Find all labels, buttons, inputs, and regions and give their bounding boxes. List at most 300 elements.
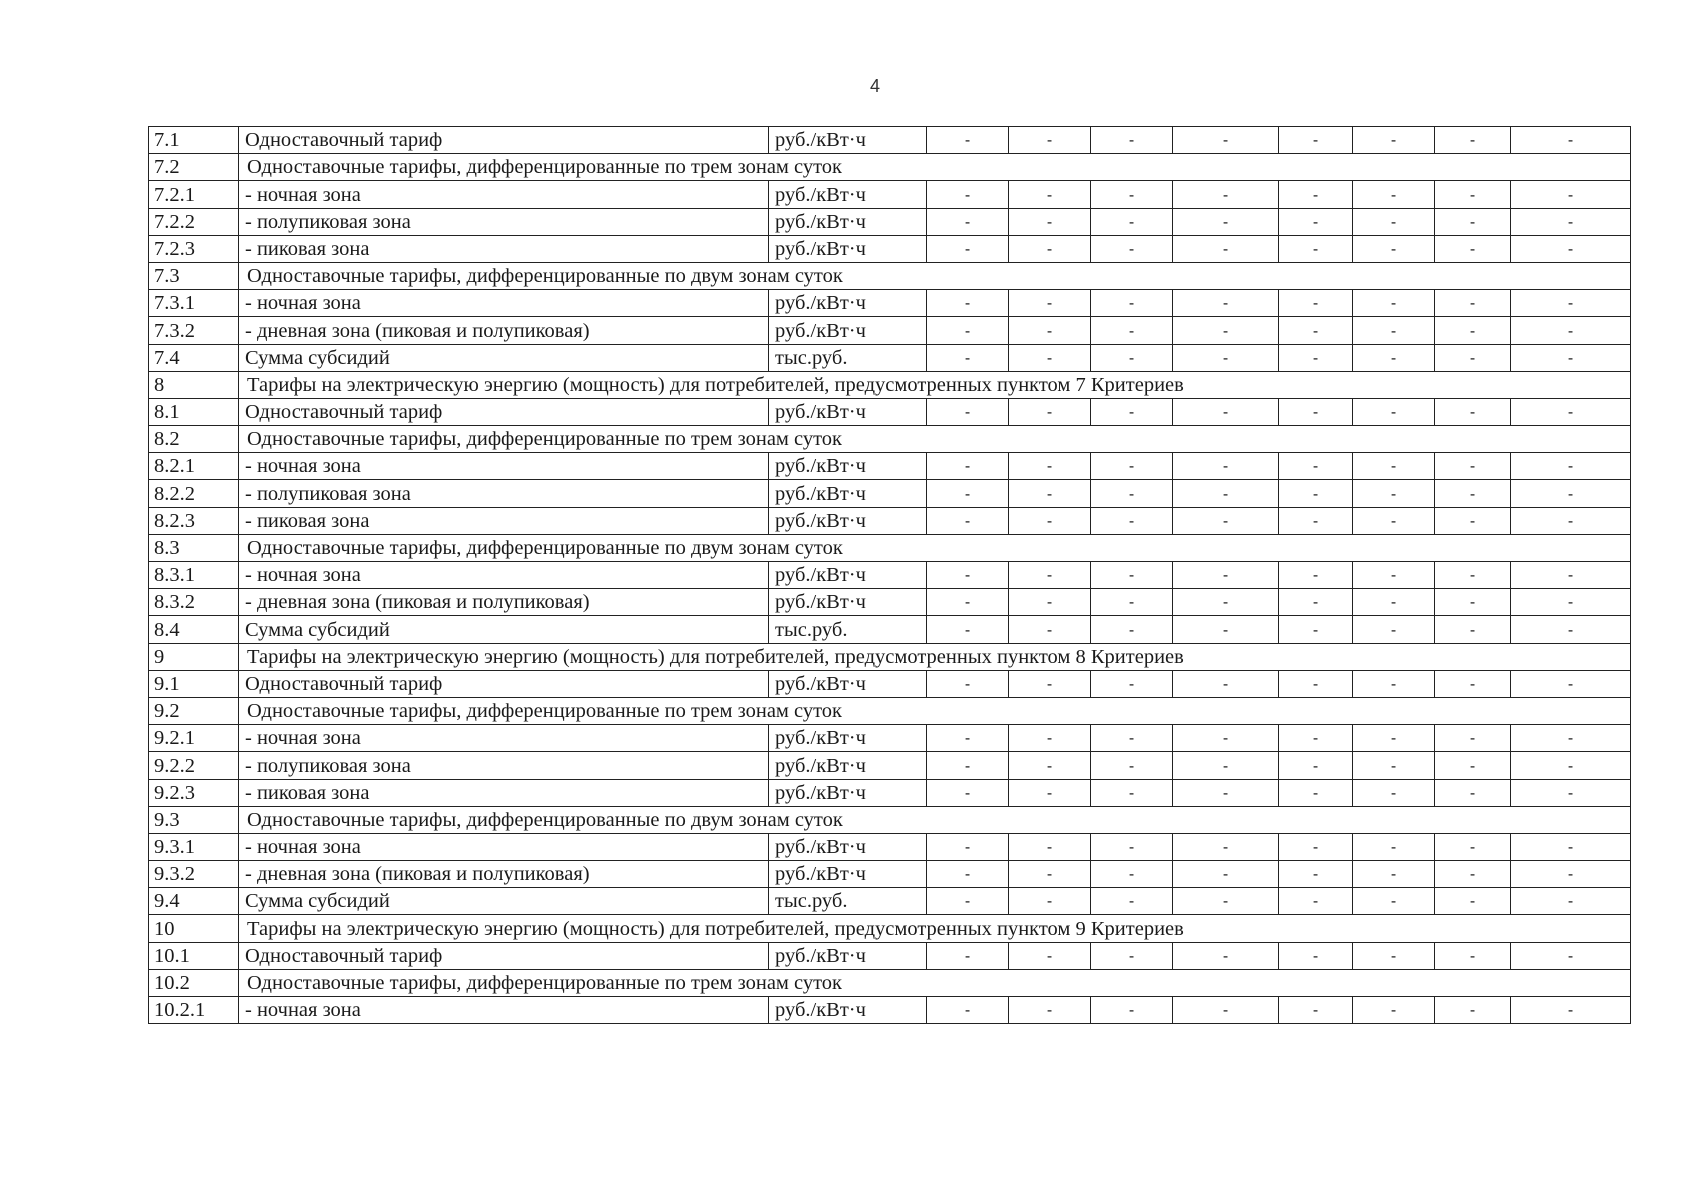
value-cell: - [927,181,1009,208]
row-number: 7.2 [149,154,239,181]
value-cell: - [1435,290,1511,317]
row-number: 8.3 [149,534,239,561]
value-cell: - [1279,589,1353,616]
value-cell: - [1353,779,1435,806]
value-cell: - [1009,480,1091,507]
row-name: - ночная зона [239,997,769,1024]
value-cell: - [1009,398,1091,425]
value-cell: - [1009,888,1091,915]
table-row [149,725,1631,752]
value-cell: - [1511,127,1631,154]
value-cell: - [927,235,1009,262]
value-cell: - [1091,562,1173,589]
value-cell: - [1279,344,1353,371]
value-cell: - [1009,942,1091,969]
value-cell: - [1279,398,1353,425]
value-cell: - [1009,616,1091,643]
value-cell: - [1435,127,1511,154]
value-cell: - [1353,398,1435,425]
value-cell: - [1173,752,1279,779]
table-row [149,317,1631,344]
value-cell: - [1435,833,1511,860]
row-number: 9.2.3 [149,779,239,806]
section-title: Одноставочные тарифы, дифференцированные по двум зонам суток [239,262,1631,289]
row-number: 10.1 [149,942,239,969]
section-row [149,262,1631,289]
value-cell: - [1511,235,1631,262]
section-title: Одноставочные тарифы, дифференцированные по двум зонам суток [239,806,1631,833]
value-cell: - [1435,725,1511,752]
section-row [149,643,1631,670]
table-row [149,752,1631,779]
value-cell: - [1173,589,1279,616]
table-row [149,942,1631,969]
row-number: 8.3.2 [149,589,239,616]
value-cell: - [1009,453,1091,480]
value-cell: - [1279,235,1353,262]
value-cell: - [927,398,1009,425]
section-title: Одноставочные тарифы, дифференцированные по двум зонам суток [239,534,1631,561]
section-row [149,534,1631,561]
value-cell: - [1173,235,1279,262]
row-number: 8.2.2 [149,480,239,507]
value-cell: - [1435,752,1511,779]
value-cell: - [927,725,1009,752]
section-title: Тарифы на электрическую энергию (мощность) для потребителей, предусмотренных пунктом 7 Критериев [239,371,1631,398]
row-number: 7.3 [149,262,239,289]
value-cell: - [1435,589,1511,616]
value-cell: - [1091,589,1173,616]
row-number: 9.1 [149,670,239,697]
value-cell: - [1353,344,1435,371]
value-cell: - [1511,562,1631,589]
value-cell: - [1511,181,1631,208]
value-cell: - [1009,317,1091,344]
row-number: 9 [149,643,239,670]
value-cell: - [1009,779,1091,806]
row-unit: руб./кВт·ч [769,670,927,697]
value-cell: - [1353,480,1435,507]
value-cell: - [927,997,1009,1024]
value-cell: - [1435,997,1511,1024]
section-row [149,426,1631,453]
value-cell: - [1009,752,1091,779]
value-cell: - [1091,725,1173,752]
value-cell: - [1009,507,1091,534]
row-name: Одноставочный тариф [239,670,769,697]
value-cell: - [1353,888,1435,915]
section-title: Тарифы на электрическую энергию (мощность) для потребителей, предусмотренных пунктом 9 Критериев [239,915,1631,942]
row-name: - полупиковая зона [239,480,769,507]
tariff-table-container [148,126,1630,1024]
row-unit: руб./кВт·ч [769,779,927,806]
value-cell: - [1091,398,1173,425]
value-cell: - [1353,861,1435,888]
row-name: - дневная зона (пиковая и полупиковая) [239,589,769,616]
value-cell: - [1353,290,1435,317]
value-cell: - [1009,344,1091,371]
value-cell: - [1173,290,1279,317]
value-cell: - [1353,317,1435,344]
value-cell: - [1091,997,1173,1024]
table-row [149,997,1631,1024]
value-cell: - [1279,670,1353,697]
table-row [149,888,1631,915]
section-title: Одноставочные тарифы, дифференцированные по трем зонам суток [239,426,1631,453]
row-name: - полупиковая зона [239,208,769,235]
section-title: Одноставочные тарифы, дифференцированные по трем зонам суток [239,154,1631,181]
row-name: - ночная зона [239,453,769,480]
row-unit: руб./кВт·ч [769,181,927,208]
value-cell: - [1511,453,1631,480]
value-cell: - [1511,833,1631,860]
value-cell: - [1173,942,1279,969]
value-cell: - [1009,208,1091,235]
value-cell: - [1173,453,1279,480]
value-cell: - [1091,208,1173,235]
row-unit: руб./кВт·ч [769,480,927,507]
value-cell: - [1435,942,1511,969]
row-number: 7.2.3 [149,235,239,262]
row-unit: руб./кВт·ч [769,725,927,752]
value-cell: - [1511,507,1631,534]
table-row [149,616,1631,643]
value-cell: - [1091,344,1173,371]
section-title: Тарифы на электрическую энергию (мощность) для потребителей, предусмотренных пунктом 8 Критериев [239,643,1631,670]
value-cell: - [1279,888,1353,915]
row-unit: тыс.руб. [769,616,927,643]
value-cell: - [1353,725,1435,752]
value-cell: - [927,208,1009,235]
value-cell: - [1353,507,1435,534]
row-name: - дневная зона (пиковая и полупиковая) [239,861,769,888]
value-cell: - [1511,888,1631,915]
value-cell: - [1279,290,1353,317]
value-cell: - [1353,208,1435,235]
row-number: 8.2.1 [149,453,239,480]
value-cell: - [1353,616,1435,643]
section-row [149,806,1631,833]
value-cell: - [1091,670,1173,697]
value-cell: - [1511,208,1631,235]
value-cell: - [1435,235,1511,262]
table-row [149,453,1631,480]
value-cell: - [927,779,1009,806]
value-cell: - [1091,181,1173,208]
row-name: Одноставочный тариф [239,942,769,969]
value-cell: - [1173,181,1279,208]
row-number: 9.3.2 [149,861,239,888]
value-cell: - [1353,752,1435,779]
table-row [149,779,1631,806]
value-cell: - [1009,725,1091,752]
value-cell: - [927,453,1009,480]
row-name: - ночная зона [239,833,769,860]
row-unit: руб./кВт·ч [769,752,927,779]
value-cell: - [1435,480,1511,507]
value-cell: - [927,589,1009,616]
value-cell: - [1173,507,1279,534]
value-cell: - [1173,833,1279,860]
row-unit: руб./кВт·ч [769,235,927,262]
value-cell: - [1353,997,1435,1024]
value-cell: - [1173,208,1279,235]
value-cell: - [1279,997,1353,1024]
row-unit: руб./кВт·ч [769,290,927,317]
table-row [149,398,1631,425]
value-cell: - [1009,670,1091,697]
value-cell: - [1173,670,1279,697]
value-cell: - [1173,997,1279,1024]
row-number: 7.3.2 [149,317,239,344]
value-cell: - [1173,779,1279,806]
row-name: Одноставочный тариф [239,127,769,154]
value-cell: - [927,562,1009,589]
value-cell: - [1009,235,1091,262]
value-cell: - [1435,344,1511,371]
row-unit: руб./кВт·ч [769,317,927,344]
value-cell: - [1353,942,1435,969]
table-row [149,127,1631,154]
value-cell: - [1435,861,1511,888]
value-cell: - [1435,779,1511,806]
row-number: 10.2.1 [149,997,239,1024]
value-cell: - [1511,725,1631,752]
value-cell: - [1353,235,1435,262]
value-cell: - [1091,290,1173,317]
row-unit: руб./кВт·ч [769,453,927,480]
value-cell: - [1009,562,1091,589]
value-cell: - [1009,861,1091,888]
value-cell: - [1435,888,1511,915]
row-name: - пиковая зона [239,235,769,262]
row-name: Одноставочный тариф [239,398,769,425]
row-unit: тыс.руб. [769,344,927,371]
value-cell: - [1435,562,1511,589]
value-cell: - [1091,888,1173,915]
value-cell: - [1009,833,1091,860]
value-cell: - [1279,752,1353,779]
row-number: 8.3.1 [149,562,239,589]
row-number: 8.4 [149,616,239,643]
value-cell: - [1511,398,1631,425]
value-cell: - [927,861,1009,888]
value-cell: - [927,942,1009,969]
row-name: - ночная зона [239,181,769,208]
value-cell: - [927,344,1009,371]
value-cell: - [1279,317,1353,344]
row-number: 7.2.1 [149,181,239,208]
value-cell: - [927,317,1009,344]
table-row [149,208,1631,235]
row-name: - дневная зона (пиковая и полупиковая) [239,317,769,344]
value-cell: - [1279,562,1353,589]
row-name: - ночная зона [239,562,769,589]
row-number: 8.1 [149,398,239,425]
value-cell: - [1009,589,1091,616]
value-cell: - [1173,725,1279,752]
value-cell: - [1009,127,1091,154]
row-unit: руб./кВт·ч [769,833,927,860]
row-number: 10 [149,915,239,942]
table-row [149,344,1631,371]
row-name: - пиковая зона [239,507,769,534]
table-row [149,480,1631,507]
row-number: 7.1 [149,127,239,154]
row-unit: руб./кВт·ч [769,942,927,969]
row-unit: руб./кВт·ч [769,861,927,888]
value-cell: - [1091,317,1173,344]
row-name: - пиковая зона [239,779,769,806]
value-cell: - [1353,127,1435,154]
value-cell: - [1435,181,1511,208]
section-row [149,697,1631,724]
value-cell: - [1279,861,1353,888]
table-row [149,833,1631,860]
value-cell: - [1353,589,1435,616]
table-row [149,562,1631,589]
value-cell: - [1009,997,1091,1024]
value-cell: - [1511,997,1631,1024]
value-cell: - [1511,317,1631,344]
row-number: 9.2.2 [149,752,239,779]
row-number: 7.2.2 [149,208,239,235]
row-unit: руб./кВт·ч [769,127,927,154]
value-cell: - [1511,779,1631,806]
value-cell: - [927,480,1009,507]
tariff-table [148,126,1631,1024]
value-cell: - [1511,290,1631,317]
section-title: Одноставочные тарифы, дифференцированные по трем зонам суток [239,697,1631,724]
value-cell: - [927,127,1009,154]
value-cell: - [1435,616,1511,643]
value-cell: - [1435,398,1511,425]
value-cell: - [1435,317,1511,344]
section-row [149,154,1631,181]
value-cell: - [1353,833,1435,860]
value-cell: - [1091,616,1173,643]
value-cell: - [927,290,1009,317]
value-cell: - [1279,507,1353,534]
row-number: 8.2.3 [149,507,239,534]
value-cell: - [1091,127,1173,154]
value-cell: - [1353,453,1435,480]
value-cell: - [1279,779,1353,806]
row-unit: руб./кВт·ч [769,589,927,616]
value-cell: - [927,670,1009,697]
value-cell: - [1091,779,1173,806]
row-number: 8.2 [149,426,239,453]
value-cell: - [1435,453,1511,480]
value-cell: - [1091,942,1173,969]
section-row [149,371,1631,398]
value-cell: - [927,833,1009,860]
table-row [149,861,1631,888]
value-cell: - [1091,507,1173,534]
value-cell: - [1173,127,1279,154]
value-cell: - [1173,888,1279,915]
row-number: 7.4 [149,344,239,371]
row-unit: тыс.руб. [769,888,927,915]
row-unit: руб./кВт·ч [769,997,927,1024]
value-cell: - [1173,480,1279,507]
section-row [149,969,1631,996]
row-number: 9.4 [149,888,239,915]
table-row [149,670,1631,697]
table-row [149,589,1631,616]
value-cell: - [1279,181,1353,208]
table-row [149,235,1631,262]
value-cell: - [1511,616,1631,643]
value-cell: - [1173,344,1279,371]
table-row [149,181,1631,208]
row-unit: руб./кВт·ч [769,562,927,589]
row-number: 9.3.1 [149,833,239,860]
row-name: - ночная зона [239,725,769,752]
value-cell: - [927,616,1009,643]
value-cell: - [1279,208,1353,235]
value-cell: - [1353,670,1435,697]
value-cell: - [1091,833,1173,860]
row-name: - полупиковая зона [239,752,769,779]
value-cell: - [1279,833,1353,860]
value-cell: - [1091,235,1173,262]
value-cell: - [1511,752,1631,779]
value-cell: - [1173,398,1279,425]
value-cell: - [1511,861,1631,888]
page-number: 4 [869,76,880,96]
value-cell: - [1279,453,1353,480]
value-cell: - [1353,562,1435,589]
tariff-table-body [149,127,1631,1024]
row-name: Сумма субсидий [239,344,769,371]
section-row [149,915,1631,942]
row-number: 8 [149,371,239,398]
row-unit: руб./кВт·ч [769,398,927,425]
value-cell: - [1511,942,1631,969]
table-row [149,507,1631,534]
value-cell: - [1511,344,1631,371]
value-cell: - [1091,752,1173,779]
value-cell: - [1435,208,1511,235]
section-title: Одноставочные тарифы, дифференцированные по трем зонам суток [239,969,1631,996]
row-name: Сумма субсидий [239,616,769,643]
row-number: 10.2 [149,969,239,996]
row-unit: руб./кВт·ч [769,208,927,235]
value-cell: - [1091,453,1173,480]
value-cell: - [1173,861,1279,888]
row-name: Сумма субсидий [239,888,769,915]
value-cell: - [927,752,1009,779]
value-cell: - [1435,507,1511,534]
value-cell: - [1279,616,1353,643]
value-cell: - [1511,670,1631,697]
row-number: 9.2 [149,697,239,724]
value-cell: - [927,888,1009,915]
value-cell: - [1091,480,1173,507]
row-unit: руб./кВт·ч [769,507,927,534]
table-row [149,290,1631,317]
value-cell: - [1279,942,1353,969]
value-cell: - [1009,181,1091,208]
row-name: - ночная зона [239,290,769,317]
value-cell: - [1511,480,1631,507]
value-cell: - [1279,725,1353,752]
value-cell: - [1173,616,1279,643]
value-cell: - [1173,317,1279,344]
row-number: 9.3 [149,806,239,833]
value-cell: - [1511,589,1631,616]
